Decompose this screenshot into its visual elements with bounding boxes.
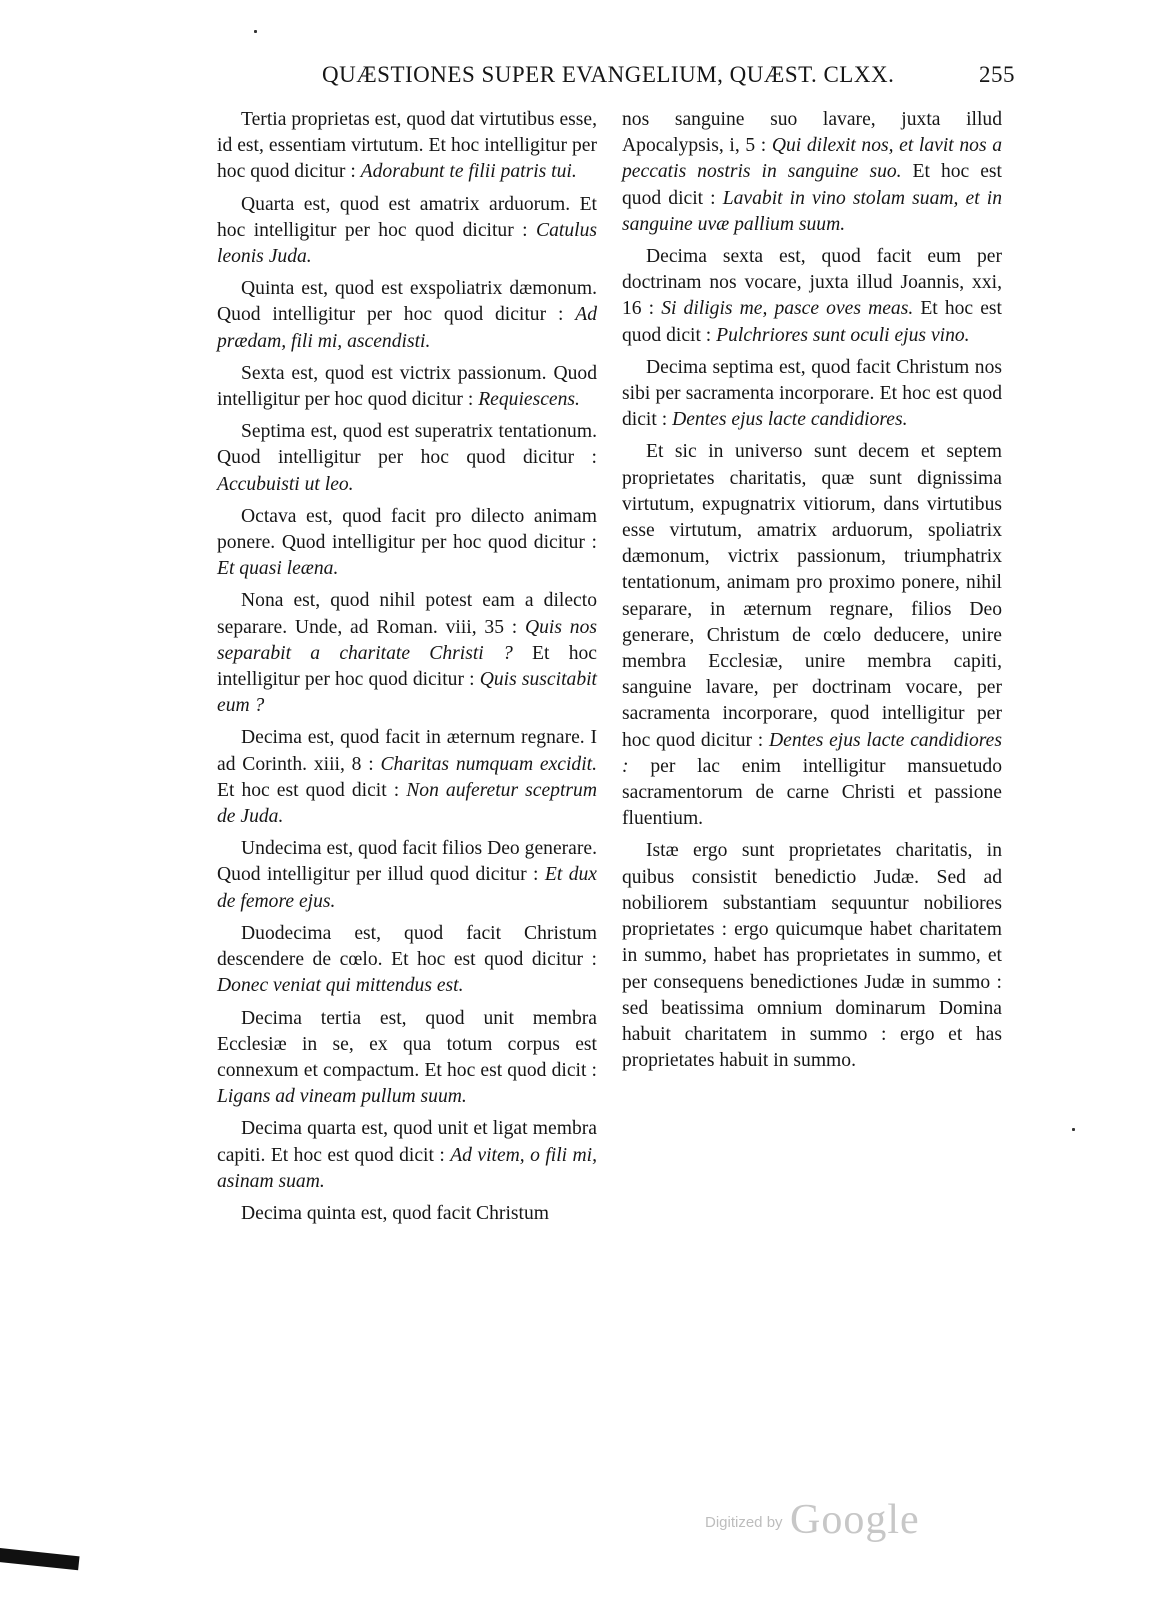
paragraph-text: Decima quinta est, quod facit Christum xyxy=(241,1202,549,1224)
paragraph-text: Sexta est, quod est victrix passionum. Quod intelligitur per hoc quod dicitur : xyxy=(217,362,597,411)
scripture-quote: Dentes ejus lacte candidiores : xyxy=(622,729,1002,777)
paragraph xyxy=(217,1116,597,1195)
paragraph-text: Nona est, quod nihil potest eam a dilecto separare. Unde, ad Roman. viii, 35 : xyxy=(217,590,597,638)
right-column xyxy=(622,107,1002,1074)
scripture-quote: Quis suscitabit eum ? xyxy=(217,669,597,717)
scripture-quote: Ad vitem, o fili mi, asinam suam. xyxy=(217,1144,597,1192)
paragraph-text: Duodecima est, quod facit Christum descendere de cœlo. Et hoc est quod dicitur : xyxy=(217,922,597,971)
scripture-quote: Pulchriores sunt oculi ejus vino. xyxy=(716,324,970,346)
paragraph xyxy=(217,276,597,355)
scripture-quote: Lavabit in vino stolam suam, et in sanguine uvæ pallium suum. xyxy=(622,187,1002,235)
scripture-quote: Catulus leonis Juda. xyxy=(217,219,597,268)
paragraph-text: Et hoc intelligitur per hoc quod dicitur : xyxy=(217,642,597,691)
paragraph-text: Octava est, quod facit pro dilecto animam ponere. Quod intelligitur per hoc quod dicitur : xyxy=(217,505,597,554)
page-number: 255 xyxy=(979,62,1015,87)
scan-edge-mark xyxy=(0,1548,80,1570)
paragraph xyxy=(217,107,597,186)
paragraph xyxy=(217,1201,597,1227)
scripture-quote: Ligans ad vineam pullum suum. xyxy=(217,1086,467,1108)
paragraph-text: nos sanguine suo lavare, juxta illud Apocalypsis, i, 5 : xyxy=(622,109,1002,157)
paragraph-text: Decima quarta est, quod unit et ligat membra capiti. Et hoc est quod dicit : xyxy=(217,1118,597,1166)
paragraph xyxy=(622,355,1002,434)
scripture-quote: Et dux de femore ejus. xyxy=(217,864,597,912)
scripture-quote: Requiescens. xyxy=(478,389,580,411)
paragraph xyxy=(217,921,597,1000)
paragraph-text: Istæ ergo sunt proprietates charitatis, in quibus consistit benedictio Judæ. Sed ad nobiliorem substantiam sequuntur nobiliores proprietates : ergo quicumque habet charitatem in summo, habet has proprietates in summo, et per consequens benedictiones Judæ in summo : sed beatissima omnium dominarum Domina habuit charitatem in summo : ergo et has proprietates habuit in summo. xyxy=(622,840,1002,1072)
scripture-quote: Charitas numquam excidit. xyxy=(380,753,597,775)
running-header xyxy=(300,62,1015,92)
scripture-quote: Ad prædam, fili mi, ascendisti. xyxy=(217,304,597,352)
paragraph-text: Quarta est, quod est amatrix arduorum. Et hoc intelligitur per hoc quod dicitur : xyxy=(217,193,597,241)
paragraph xyxy=(217,419,597,498)
paragraph-text: Et hoc est quod dicit : xyxy=(217,779,407,801)
scripture-quote: Et quasi leæna. xyxy=(217,558,339,580)
paragraph-text: Et hoc est quod dicit : xyxy=(622,298,1002,346)
watermark-prefix: Digitized by xyxy=(705,1514,783,1531)
paragraph xyxy=(217,361,597,413)
paragraph-text: Tertia proprietas est, quod dat virtutibus esse, id est, essentiam virtutum. Et hoc intelligitur per hoc quod dicitur : xyxy=(217,109,597,183)
paragraph xyxy=(622,439,1002,832)
google-logo: Google xyxy=(790,1497,920,1543)
paragraph-text: Decima septima est, quod facit Christum nos sibi per sacramenta incorporare. Et hoc est quod dicit : xyxy=(622,356,1002,431)
paragraph-text: Et hoc est quod dicit : xyxy=(622,161,1002,209)
paragraph xyxy=(622,107,1002,238)
digitized-watermark xyxy=(705,1496,920,1544)
paragraph xyxy=(217,1006,597,1111)
scripture-quote: Qui dilexit nos, et lavit nos a peccatis nostris in sanguine suo. xyxy=(622,135,1002,183)
scripture-quote: Si diligis me, pasce oves meas. xyxy=(661,298,914,320)
paragraph xyxy=(217,836,597,915)
scripture-quote: Non auferetur sceptrum de Juda. xyxy=(217,779,597,828)
paragraph-text: Decima est, quod facit in æternum regnare. I ad Corinth. xiii, 8 : xyxy=(217,727,597,775)
scripture-quote: Accubuisti ut leo. xyxy=(217,473,354,495)
paragraph-text: Et sic in universo sunt decem et septem proprietates charitatis, quæ sunt dignissima virtutum, expugnatrix vitiorum, dans virtutibus esse virtutum, amatrix arduorum, spoliatrix dæmonum, victrix passionum, triumphatrix tentationum, animam pro proximo ponere, nihil separare, in æternum regnare, filios Deo generare, Christum de cœlo deducere, unire membra Ecclesiæ, unire membra capiti, sanguine lavare, per doctrinam vocare, per sacramenta incorporare, quod intelligitur per hoc quod dicitur : xyxy=(622,441,1002,751)
paragraph xyxy=(622,244,1002,349)
running-title: QUÆSTIONES SUPER EVANGELIUM, QUÆST. CLXX. xyxy=(322,62,895,87)
paragraph-text: Undecima est, quod facit filios Deo generare. Quod intelligitur per illud quod dicitur : xyxy=(217,838,597,886)
scripture-quote: Donec veniat qui mittendus est. xyxy=(217,975,464,997)
scripture-quote: Dentes ejus lacte candidiores. xyxy=(672,409,908,431)
paragraph-text: Quinta est, quod est exspoliatrix dæmonum. Quod intelligitur per hoc quod dicitur : xyxy=(217,278,597,326)
scan-speck xyxy=(1072,1128,1075,1131)
paragraph-text: Septima est, quod est superatrix tentationum. Quod intelligitur per hoc quod dicitur : xyxy=(217,421,597,469)
scripture-quote: Adorabunt te filii patris tui. xyxy=(360,161,577,183)
paragraph xyxy=(217,725,597,830)
paragraph-text: per lac enim intelligitur mansuetudo sacramentorum de carne Christi et passione fluentium. xyxy=(622,755,1002,830)
paragraph-text: Decima tertia est, quod unit membra Ecclesiæ in se, ex qua totum corpus est connexum et compactum. Et hoc est quod dicit : xyxy=(217,1007,597,1081)
paragraph xyxy=(622,838,1002,1074)
paragraph-text: Decima sexta est, quod facit eum per doctrinam nos vocare, juxta illud Joannis, xxi, 16 : xyxy=(622,246,1002,320)
scan-speck xyxy=(254,30,257,33)
left-column xyxy=(217,107,597,1227)
paragraph xyxy=(217,588,597,719)
paragraph xyxy=(217,504,597,583)
paragraph xyxy=(217,192,597,271)
scripture-quote: Quis nos separabit a charitate Christi ? xyxy=(217,616,597,664)
